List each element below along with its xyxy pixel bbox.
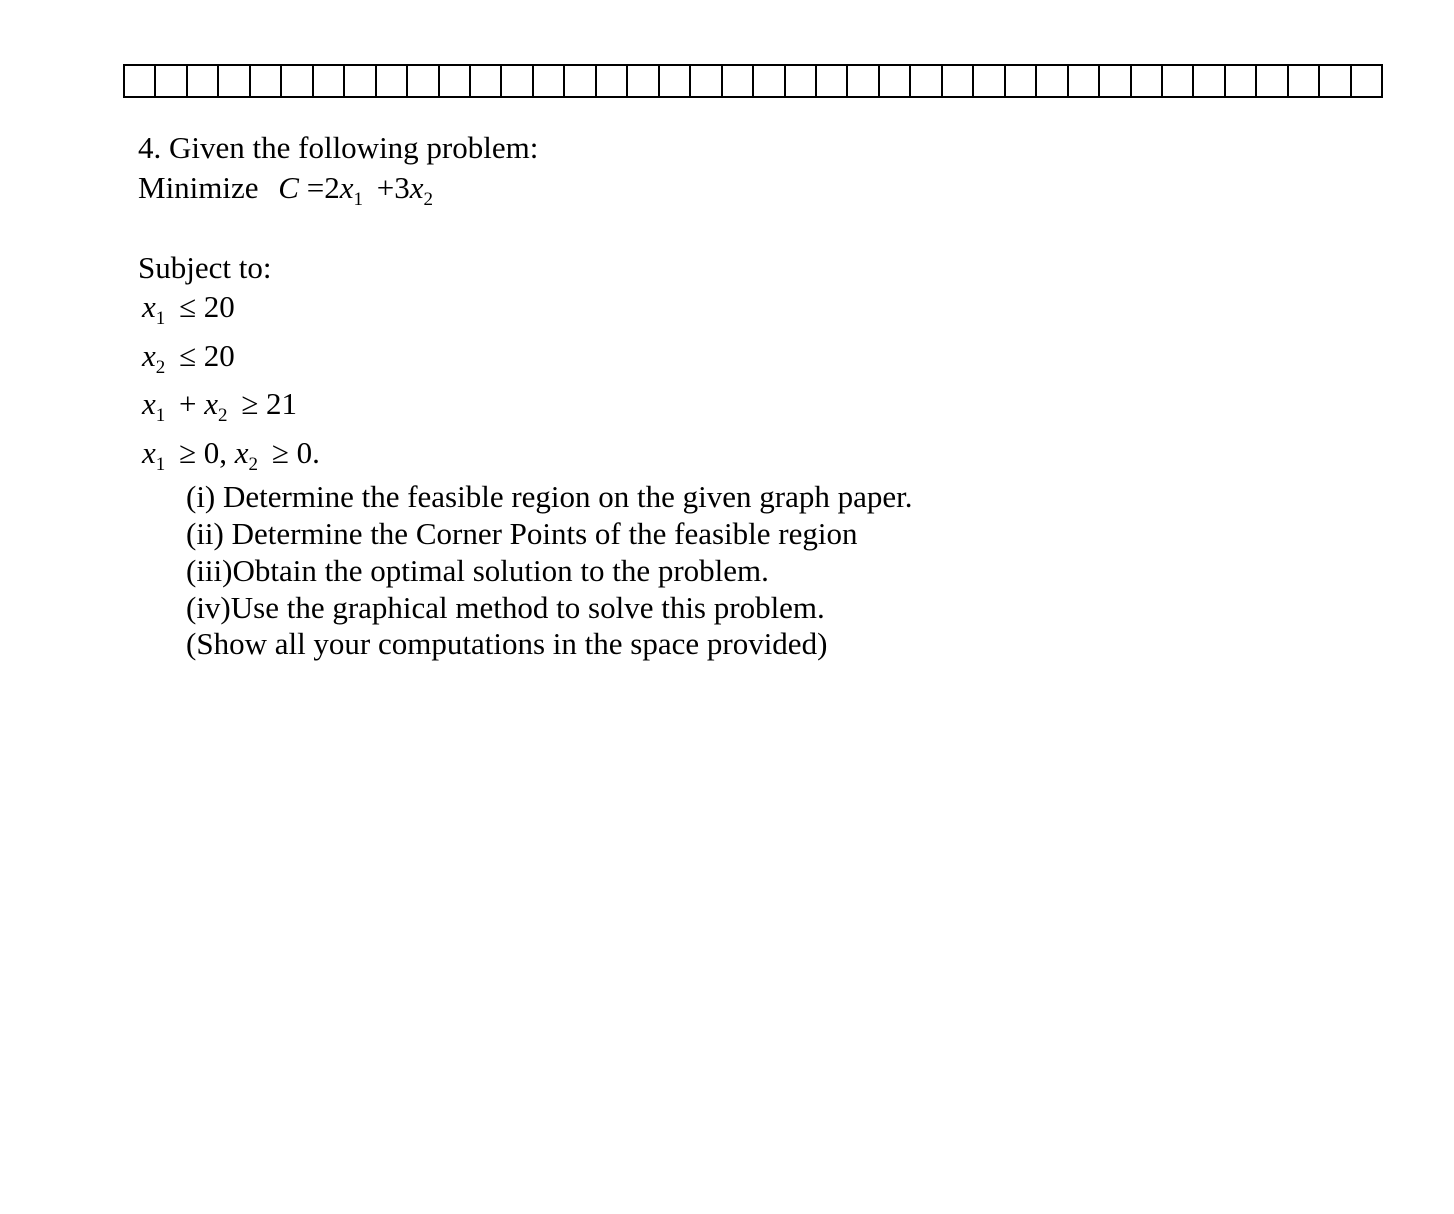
objective-sub1: 1: [353, 189, 363, 210]
c2-rhs: 20: [203, 338, 235, 373]
answer-grid-cell: [1224, 66, 1255, 96]
c4-rhs-b: 0.: [296, 435, 320, 470]
task-i: (i) Determine the feasible region on the given graph paper.: [186, 479, 913, 514]
task-ii: (ii) Determine the Corner Points of the feasible region: [186, 516, 858, 551]
answer-grid-cell: [721, 66, 752, 96]
c4-rhs-a: 0,: [203, 435, 228, 470]
objective-coef2: 3: [394, 170, 410, 205]
c1-sub: 1: [155, 308, 166, 329]
answer-grid-cell: [595, 66, 626, 96]
answer-grid-cell: [406, 66, 437, 96]
objective-var1: x: [339, 170, 354, 205]
c4-var-b: x: [234, 435, 249, 470]
constraint-2: [142, 338, 235, 378]
c3-var-a: x: [142, 386, 156, 421]
c3-var-b: x: [204, 386, 219, 421]
answer-grid-cell: [217, 66, 248, 96]
objective-plus: +: [376, 170, 395, 205]
c3-plus: +: [179, 386, 197, 421]
answer-grid-cell: [752, 66, 783, 96]
subject-to-label: Subject to:: [138, 250, 272, 285]
c2-var: x: [142, 338, 156, 373]
objective-function: [138, 170, 433, 210]
answer-grid-cell: [878, 66, 909, 96]
answer-grid-cell: [815, 66, 846, 96]
question-heading: 4. Given the following problem:: [138, 130, 539, 165]
answer-grid-cell: [941, 66, 972, 96]
c1-rhs: 20: [203, 289, 235, 324]
answer-grid-cell: [1098, 66, 1129, 96]
c4-op-a: ≥: [179, 435, 197, 470]
c1-var: x: [142, 289, 156, 324]
c1-op: ≤: [179, 289, 197, 324]
c4-sub-a: 1: [155, 454, 166, 475]
answer-grid-cell: [125, 66, 154, 96]
constraint-3: [142, 386, 298, 426]
c2-sub: 2: [155, 357, 166, 378]
answer-grid-cell: [343, 66, 374, 96]
c4-op-b: ≥: [271, 435, 289, 470]
answer-grid-cell: [186, 66, 217, 96]
task-iii: (iii)Obtain the optimal solution to the problem.: [186, 553, 769, 588]
answer-grid-cell: [909, 66, 940, 96]
task-iv: (iv)Use the graphical method to solve this problem.: [186, 590, 825, 625]
answer-grid-cell: [249, 66, 280, 96]
answer-grid-cell: [689, 66, 720, 96]
objective-eq: =: [306, 170, 325, 205]
objective-var2: x: [409, 170, 424, 205]
c4-var-a: x: [142, 435, 156, 470]
answer-grid-cell: [438, 66, 469, 96]
answer-grid-cell: [1130, 66, 1161, 96]
answer-grid-cell: [532, 66, 563, 96]
c2-op: ≤: [179, 338, 197, 373]
answer-grid-cell: [563, 66, 594, 96]
answer-grid-cell: [784, 66, 815, 96]
c4-sub-b: 2: [248, 454, 259, 475]
c3-sub-b: 2: [218, 405, 228, 426]
answer-grid-cell: [846, 66, 877, 96]
c3-sub-a: 1: [155, 405, 166, 426]
answer-grid-cell: [154, 66, 185, 96]
answer-grid-cell: [280, 66, 311, 96]
answer-grid-cell: [1192, 66, 1223, 96]
answer-grid-cell: [500, 66, 531, 96]
answer-grid-cell: [1287, 66, 1318, 96]
answer-grid-cell: [1350, 66, 1381, 96]
answer-grid-cell: [1004, 66, 1035, 96]
task-note: (Show all your computations in the space provided): [186, 626, 828, 661]
answer-grid-cell: [1161, 66, 1192, 96]
answer-grid-cell: [312, 66, 343, 96]
c3-op: ≥: [241, 386, 259, 421]
answer-grid-cell: [1318, 66, 1349, 96]
constraint-1: [142, 289, 235, 329]
answer-grid-cell: [972, 66, 1003, 96]
constraint-4: [142, 435, 320, 475]
answer-grid-cell: [1035, 66, 1066, 96]
answer-grid-cell: [658, 66, 689, 96]
objective-coef1: 2: [324, 170, 340, 205]
answer-grid-cell: [375, 66, 406, 96]
objective-var-c: C: [278, 170, 299, 205]
answer-grid-cell: [1067, 66, 1098, 96]
objective-sub2: 2: [423, 189, 433, 210]
c3-rhs: 21: [266, 386, 298, 421]
answer-grid-cell: [1255, 66, 1286, 96]
answer-grid-cell: [626, 66, 657, 96]
answer-grid-strip: [123, 64, 1383, 98]
answer-grid-cell: [469, 66, 500, 96]
objective-label: Minimize: [138, 170, 259, 205]
